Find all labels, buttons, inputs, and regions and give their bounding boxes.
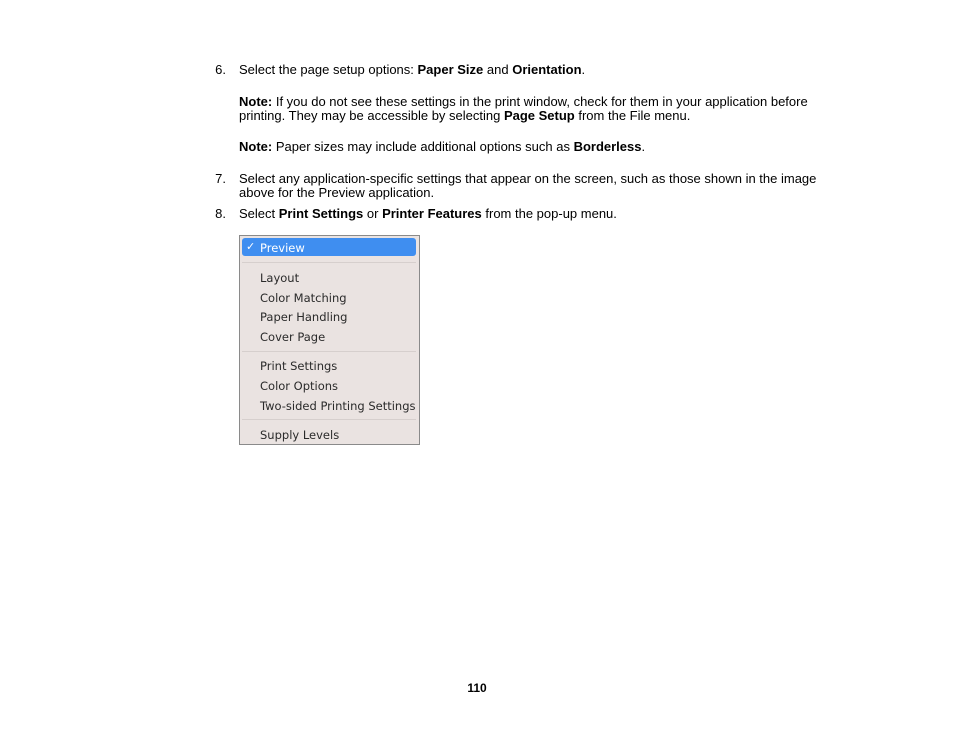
step-text-post: from the pop-up menu.: [481, 206, 617, 221]
note-text-post: .: [641, 139, 646, 154]
step-text-mid: and: [483, 62, 513, 77]
popup-menu-screenshot: [239, 235, 420, 445]
note-text-post: from the File menu.: [574, 108, 691, 123]
menu-item-supply-levels[interactable]: Supply Levels: [260, 428, 340, 442]
note-borderless: [239, 140, 645, 154]
checkmark-icon: ✓: [246, 240, 256, 253]
step-text-line-2: above for the Preview application.: [239, 185, 435, 200]
menu-separator: [242, 351, 416, 352]
step-text: [239, 207, 617, 221]
step-text-line-1: Select any application-specific settings that appear on the screen, such as those shown in the image: [239, 171, 817, 186]
menu-item-paper-handling[interactable]: Paper Handling: [260, 310, 348, 324]
menu-item-print-settings[interactable]: Print Settings: [260, 359, 338, 373]
print-settings-term: Print Settings: [278, 206, 364, 221]
step-number: 8.: [215, 206, 226, 221]
menu-item-color-options[interactable]: Color Options: [260, 379, 339, 393]
page-setup-term: Page Setup: [503, 108, 575, 123]
note-label: Note:: [239, 94, 273, 109]
menu-item-label: Preview: [260, 241, 305, 255]
page-number: 110: [467, 681, 487, 695]
note-line-2: [239, 109, 690, 123]
printer-features-term: Printer Features: [382, 206, 482, 221]
menu-item-preview[interactable]: [242, 238, 416, 256]
note-text: If you do not see these settings in the print window, check for them in your application before: [272, 94, 808, 109]
note-text-pre: printing. They may be accessible by selecting: [239, 108, 504, 123]
note-line-1: [239, 95, 808, 109]
menu-item-two-sided-printing-settings[interactable]: Two-sided Printing Settings: [260, 399, 416, 413]
step-text-pre: Select the page setup options:: [239, 62, 418, 77]
menu-separator: [242, 419, 416, 420]
menu-item-cover-page[interactable]: Cover Page: [260, 330, 326, 344]
menu-item-color-matching[interactable]: Color Matching: [260, 291, 347, 305]
orientation-term: Orientation: [512, 62, 582, 77]
menu-item-layout[interactable]: Layout: [260, 271, 300, 285]
step-text-pre: Select: [239, 206, 279, 221]
step-text: [239, 63, 585, 77]
note-text-pre: Paper sizes may include additional options such as: [272, 139, 574, 154]
menu-separator: [242, 262, 416, 263]
step-text-post: .: [581, 62, 586, 77]
note-label: Note:: [239, 139, 273, 154]
step-number: 6.: [215, 62, 226, 77]
step-text-mid: or: [363, 206, 383, 221]
borderless-term: Borderless: [573, 139, 642, 154]
step-number: 7.: [215, 171, 226, 186]
paper-size-term: Paper Size: [417, 62, 484, 77]
